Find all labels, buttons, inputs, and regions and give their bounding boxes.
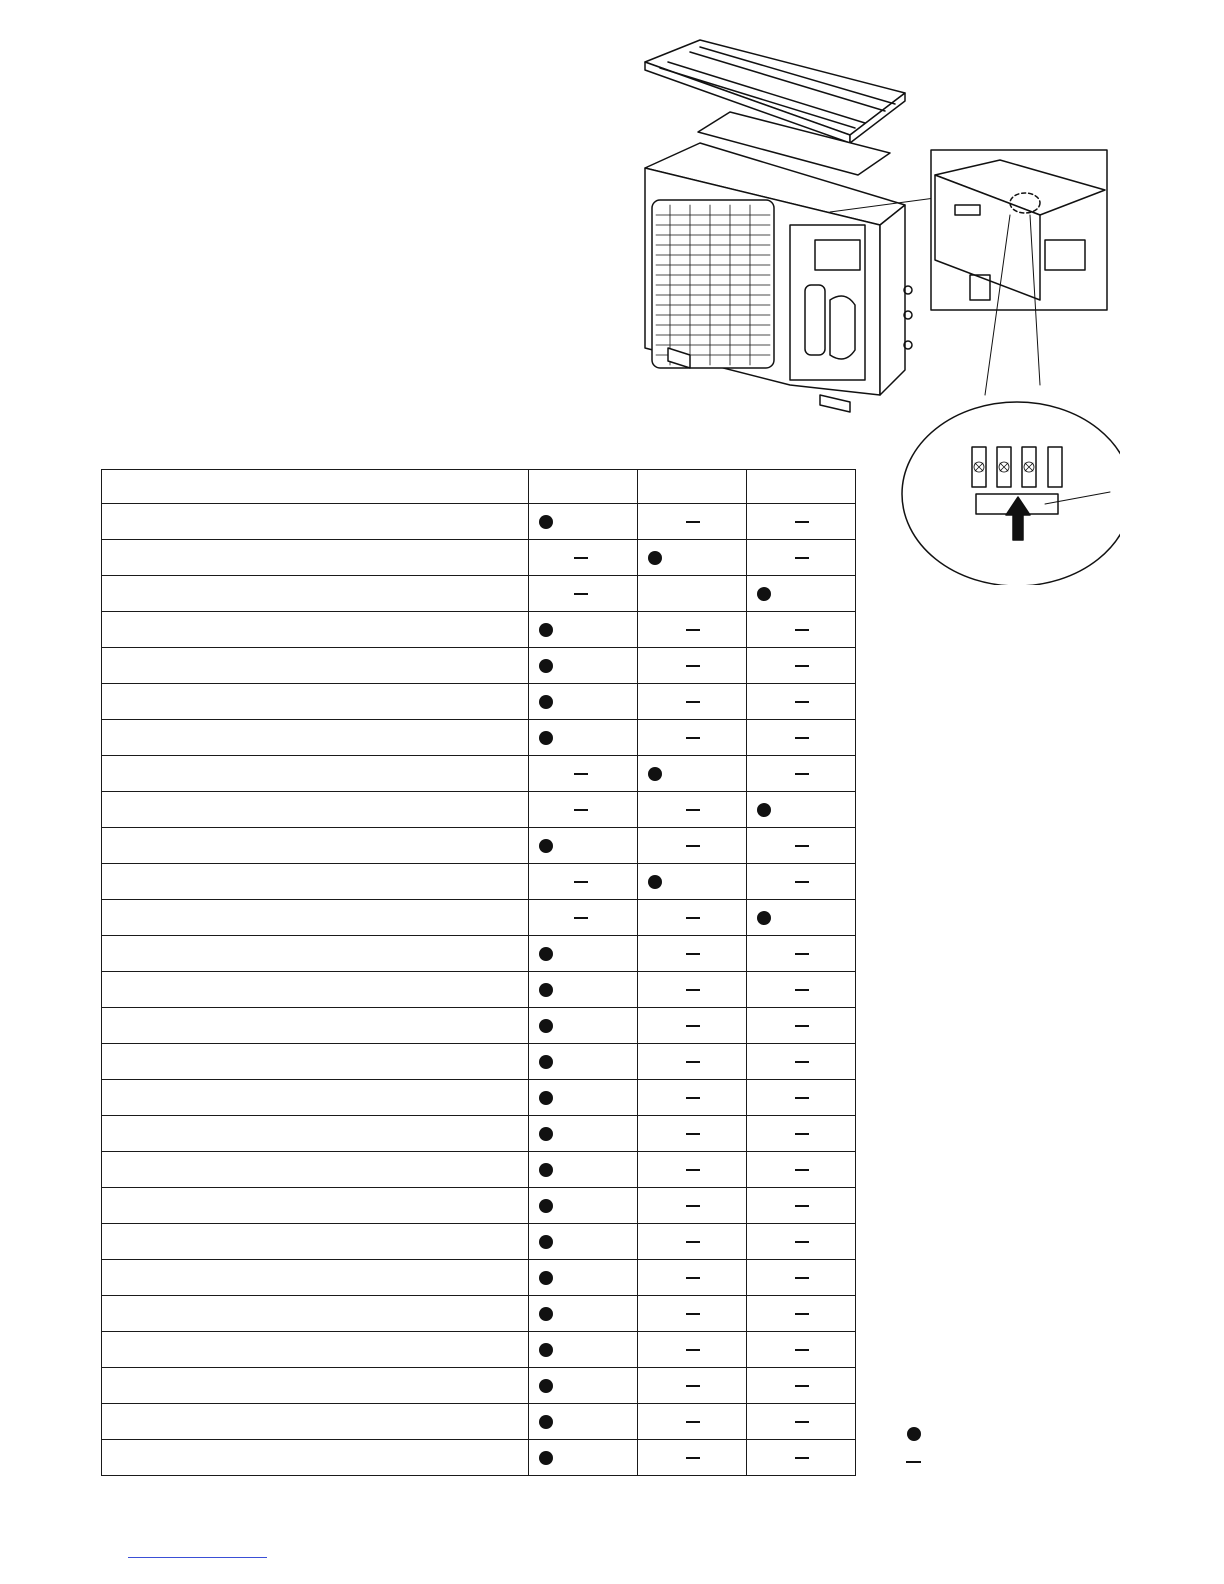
mark-cell: [638, 1296, 747, 1332]
dash-mark: [686, 1025, 700, 1027]
dash-mark: [686, 701, 700, 703]
table-header-cell: [638, 470, 747, 504]
dash-mark: [795, 1277, 809, 1279]
mark-cell: [529, 900, 638, 936]
mark-cell: [747, 540, 856, 576]
mark-cell: [638, 576, 747, 612]
mark-cell: [747, 576, 856, 612]
row-label-cell: [102, 1224, 529, 1260]
table-row: [102, 1296, 856, 1332]
mark-cell: [529, 936, 638, 972]
dash-mark: [795, 1421, 809, 1423]
table-header-cell: [529, 470, 638, 504]
dash-mark: [686, 845, 700, 847]
dash-mark: [795, 737, 809, 739]
mark-cell: [638, 756, 747, 792]
dot-mark: [648, 875, 662, 889]
row-label-cell: [102, 1080, 529, 1116]
row-label-cell: [102, 972, 529, 1008]
dot-mark: [539, 983, 553, 997]
mark-cell: [747, 1080, 856, 1116]
mark-cell: [529, 1152, 638, 1188]
mark-cell: [638, 936, 747, 972]
dash-mark: [795, 773, 809, 775]
dot-mark: [539, 1379, 553, 1393]
mark-cell: [747, 1116, 856, 1152]
mark-cell: [529, 1404, 638, 1440]
mark-cell: [747, 612, 856, 648]
dash-mark: [686, 953, 700, 955]
dot-mark: [539, 947, 553, 961]
table-row: [102, 576, 856, 612]
mark-cell: [747, 864, 856, 900]
mark-cell: [747, 720, 856, 756]
table-row: [102, 828, 856, 864]
dash-mark: [686, 665, 700, 667]
dot-mark: [757, 911, 771, 925]
row-label-cell: [102, 1296, 529, 1332]
dash-mark: [686, 1205, 700, 1207]
mark-cell: [529, 684, 638, 720]
dash-mark: [686, 1421, 700, 1423]
dash-mark: [795, 1385, 809, 1387]
dash-mark: [686, 1169, 700, 1171]
mark-cell: [747, 1260, 856, 1296]
mark-cell: [529, 1044, 638, 1080]
mark-cell: [747, 1404, 856, 1440]
mark-cell: [747, 684, 856, 720]
mark-cell: [529, 792, 638, 828]
table-row: [102, 504, 856, 540]
dot-mark: [539, 1055, 553, 1069]
table-row: [102, 864, 856, 900]
dot-mark: [539, 1163, 553, 1177]
mark-cell: [529, 1332, 638, 1368]
mark-cell: [529, 720, 638, 756]
dash-mark: [795, 953, 809, 955]
mark-cell: [529, 1008, 638, 1044]
table-row: [102, 684, 856, 720]
mark-cell: [529, 648, 638, 684]
table-row: [102, 1440, 856, 1476]
mark-cell: [638, 1440, 747, 1476]
table-row: [102, 936, 856, 972]
table-row: [102, 612, 856, 648]
mark-cell: [529, 1080, 638, 1116]
row-label-cell: [102, 936, 529, 972]
dash-mark: [795, 881, 809, 883]
mark-cell: [747, 972, 856, 1008]
mark-cell: [529, 756, 638, 792]
row-label-cell: [102, 1332, 529, 1368]
mark-cell: [529, 612, 638, 648]
mark-cell: [529, 1296, 638, 1332]
row-label-cell: [102, 1260, 529, 1296]
legend-dash-symbol: [906, 1461, 921, 1463]
dash-mark: [795, 1349, 809, 1351]
dot-mark: [539, 731, 553, 745]
mark-cell: [638, 612, 747, 648]
mark-cell: [747, 1332, 856, 1368]
row-label-cell: [102, 1404, 529, 1440]
dash-mark: [795, 557, 809, 559]
dash-mark: [795, 1061, 809, 1063]
dash-mark: [574, 917, 588, 919]
row-label-cell: [102, 1008, 529, 1044]
table-row: [102, 792, 856, 828]
mark-cell: [747, 900, 856, 936]
dot-mark: [539, 1091, 553, 1105]
row-label-cell: [102, 720, 529, 756]
mark-cell: [638, 1080, 747, 1116]
dot-mark: [539, 1127, 553, 1141]
mark-cell: [747, 504, 856, 540]
dash-mark: [686, 737, 700, 739]
row-label-cell: [102, 864, 529, 900]
mark-cell: [747, 1296, 856, 1332]
row-label-cell: [102, 900, 529, 936]
row-label-cell: [102, 1152, 529, 1188]
dash-mark: [795, 1097, 809, 1099]
mark-cell: [638, 720, 747, 756]
mark-cell: [747, 1152, 856, 1188]
row-label-cell: [102, 684, 529, 720]
row-label-cell: [102, 1368, 529, 1404]
row-label-cell: [102, 576, 529, 612]
dot-mark: [757, 587, 771, 601]
row-label-cell: [102, 1044, 529, 1080]
mark-cell: [638, 684, 747, 720]
dip-switch-detail: [902, 402, 1120, 585]
mark-cell: [638, 1332, 747, 1368]
table-row: [102, 1080, 856, 1116]
table-row: [102, 1224, 856, 1260]
row-label-cell: [102, 1116, 529, 1152]
unit-body: [645, 143, 912, 412]
dash-mark: [686, 1061, 700, 1063]
table-header-cell: [747, 470, 856, 504]
mark-cell: [638, 828, 747, 864]
mark-cell: [529, 1440, 638, 1476]
dash-mark: [686, 1313, 700, 1315]
mark-cell: [529, 504, 638, 540]
mark-cell: [638, 1044, 747, 1080]
row-label-cell: [102, 540, 529, 576]
dash-mark: [574, 773, 588, 775]
dash-mark: [795, 1241, 809, 1243]
dot-mark: [648, 551, 662, 565]
row-label-cell: [102, 612, 529, 648]
dash-mark: [574, 557, 588, 559]
mark-cell: [529, 540, 638, 576]
mark-cell: [638, 1224, 747, 1260]
dot-mark: [539, 1415, 553, 1429]
dot-mark: [539, 623, 553, 637]
row-label-cell: [102, 1188, 529, 1224]
table-row: [102, 1404, 856, 1440]
legend-dot-symbol: [907, 1427, 921, 1441]
mark-cell: [747, 648, 856, 684]
mark-cell: [747, 1188, 856, 1224]
mark-cell: [638, 864, 747, 900]
table-row: [102, 900, 856, 936]
table-row: [102, 1116, 856, 1152]
row-label-cell: [102, 792, 529, 828]
table-row: [102, 1188, 856, 1224]
table-row: [102, 1152, 856, 1188]
mark-cell: [638, 1152, 747, 1188]
dot-mark: [539, 1307, 553, 1321]
dash-mark: [795, 521, 809, 523]
dot-mark: [539, 695, 553, 709]
mark-cell: [747, 1440, 856, 1476]
mark-cell: [529, 1188, 638, 1224]
dot-mark: [539, 1019, 553, 1033]
dash-mark: [795, 701, 809, 703]
mark-cell: [529, 576, 638, 612]
dot-mark: [539, 1199, 553, 1213]
table-row: [102, 648, 856, 684]
mark-cell: [529, 1260, 638, 1296]
dash-mark: [686, 1097, 700, 1099]
dash-mark: [574, 881, 588, 883]
dash-mark: [795, 1457, 809, 1459]
table-row: [102, 1368, 856, 1404]
detail-box-panel: [931, 150, 1107, 310]
mark-cell: [638, 900, 747, 936]
row-label-cell: [102, 828, 529, 864]
mark-cell: [747, 1368, 856, 1404]
table-row: [102, 1044, 856, 1080]
mark-cell: [529, 1368, 638, 1404]
table-row: [102, 720, 856, 756]
dot-mark: [539, 1343, 553, 1357]
dash-mark: [686, 1349, 700, 1351]
mark-cell: [529, 1116, 638, 1152]
status-table-body: [102, 470, 856, 1476]
dash-mark: [795, 1205, 809, 1207]
mark-cell: [747, 1224, 856, 1260]
row-label-cell: [102, 504, 529, 540]
dash-mark: [686, 1385, 700, 1387]
mark-cell: [747, 756, 856, 792]
dot-mark: [539, 1235, 553, 1249]
dot-mark: [757, 803, 771, 817]
dot-mark: [539, 659, 553, 673]
table-row: [102, 1008, 856, 1044]
dash-mark: [686, 1241, 700, 1243]
mark-cell: [529, 972, 638, 1008]
dash-mark: [795, 845, 809, 847]
mark-cell: [638, 1008, 747, 1044]
mark-cell: [638, 648, 747, 684]
table-row: [102, 1260, 856, 1296]
table-row: [102, 540, 856, 576]
mark-cell: [638, 1188, 747, 1224]
mark-cell: [747, 936, 856, 972]
mark-cell: [747, 792, 856, 828]
dash-mark: [795, 629, 809, 631]
mark-cell: [638, 792, 747, 828]
mark-cell: [638, 504, 747, 540]
dash-mark: [574, 809, 588, 811]
mark-cell: [747, 1008, 856, 1044]
mark-cell: [638, 1404, 747, 1440]
dot-mark: [539, 839, 553, 853]
dash-mark: [795, 665, 809, 667]
dash-mark: [686, 989, 700, 991]
dot-mark: [539, 515, 553, 529]
mark-cell: [529, 864, 638, 900]
mark-cell: [638, 1116, 747, 1152]
mark-cell: [638, 1368, 747, 1404]
dash-mark: [686, 1457, 700, 1459]
mark-cell: [747, 828, 856, 864]
mark-cell: [529, 1224, 638, 1260]
dot-mark: [539, 1271, 553, 1285]
mark-cell: [747, 1044, 856, 1080]
row-label-cell: [102, 648, 529, 684]
dash-mark: [795, 1133, 809, 1135]
table-header-row: [102, 470, 856, 504]
dash-mark: [686, 917, 700, 919]
mark-cell: [529, 828, 638, 864]
dash-mark: [795, 989, 809, 991]
dash-mark: [574, 593, 588, 595]
dash-mark: [795, 1169, 809, 1171]
mark-cell: [638, 1260, 747, 1296]
row-label-cell: [102, 756, 529, 792]
dash-mark: [686, 1277, 700, 1279]
mark-cell: [638, 972, 747, 1008]
dash-mark: [686, 1133, 700, 1135]
row-label-cell: [102, 1440, 529, 1476]
legend: [906, 1424, 946, 1474]
dash-mark: [795, 1313, 809, 1315]
dash-mark: [795, 1025, 809, 1027]
table-header-cell: [102, 470, 529, 504]
dot-mark: [539, 1451, 553, 1465]
dash-mark: [686, 629, 700, 631]
footer-link[interactable]: [128, 1557, 267, 1558]
table-row: [102, 756, 856, 792]
mark-cell: [638, 540, 747, 576]
table-row: [102, 972, 856, 1008]
dot-mark: [648, 767, 662, 781]
status-table: [101, 469, 856, 1476]
dash-mark: [686, 521, 700, 523]
dash-mark: [686, 809, 700, 811]
table-row: [102, 1332, 856, 1368]
